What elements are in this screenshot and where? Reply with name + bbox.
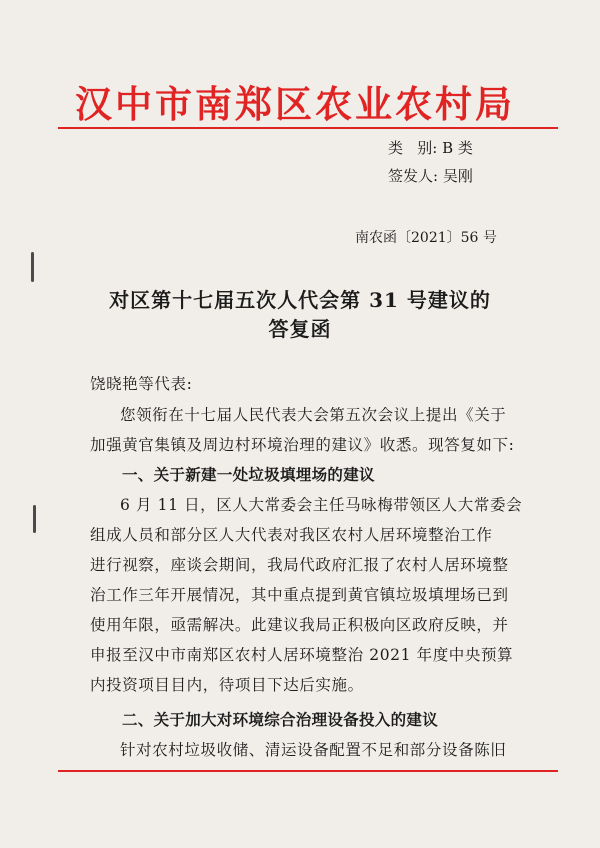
issuer-label: 签发人: (388, 167, 439, 185)
binding-staple-mark (31, 252, 34, 282)
issuer-line (388, 165, 473, 186)
category-label: 类 别: (388, 139, 438, 157)
binding-staple-mark (33, 505, 36, 533)
letterhead-title: 汉中市南郑区农业农村局 (75, 82, 515, 126)
paragraph-line: 治工作三年开展情况，其中重点提到黄官镇垃圾填埋场已到 (90, 586, 509, 604)
salutation: 饶晓艳等代表: (90, 375, 193, 393)
paragraph-line: 使用年限，亟需解决。此建议我局正积极向区政府反映，并 (90, 616, 509, 634)
paragraph-line: 组成人员和部分区人大代表对我区农村人居环境整治工作 (90, 526, 493, 544)
paragraph-line: 内投资项目目内，待项目下达后实施。 (90, 676, 364, 694)
paragraph-line: 您领衔在十七届人民代表大会第五次会议上提出《关于 (120, 406, 507, 424)
letterhead-red-rule (58, 127, 558, 129)
document-title-line-2: 答复函 (268, 317, 332, 341)
document-title-line-1: 对区第十七届五次人代会第 31 号建议的 (109, 288, 491, 312)
category-line (388, 137, 473, 158)
paragraph-line: 6 月 11 日，区人大常委会主任马咏梅带领区人大常委会 (120, 496, 523, 514)
footer-red-rule (58, 770, 558, 772)
section-heading-1: 一、关于新建一处垃圾填埋场的建议 (122, 465, 375, 484)
paragraph-line: 针对农村垃圾收储、清运设备配置不足和部分设备陈旧 (120, 741, 507, 759)
paragraph-line: 申报至汉中市南郑区农村人居环境整治 2021 年度中央预算 (90, 646, 514, 664)
section-heading-2: 二、关于加大对环境综合治理设备投入的建议 (122, 710, 439, 729)
paragraph-line: 加强黄官集镇及周边村环境治理的建议》收悉。现答复如下: (90, 436, 515, 454)
category-value: B 类 (442, 139, 473, 157)
paragraph-line: 进行视察，座谈会期间，我局代政府汇报了农村人居环境整 (90, 556, 509, 574)
issuer-value: 吴刚 (442, 167, 473, 185)
document-number: 南农函〔2021〕56 号 (355, 230, 497, 246)
